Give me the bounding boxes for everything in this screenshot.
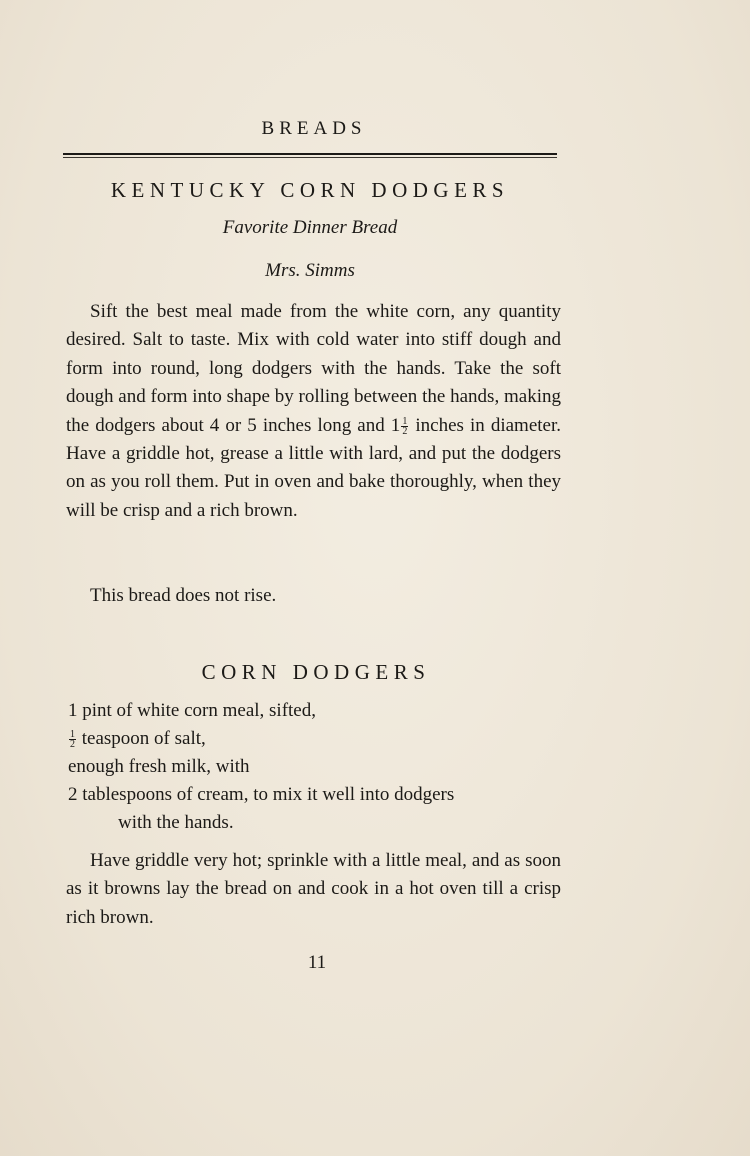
- ingredient-line: 1 pint of white corn meal, sifted,: [68, 700, 316, 721]
- ingredient-line: $\frac{1}{2}$ teaspoon of salt,: [70, 728, 206, 751]
- recipe-title-corn-dodgers: CORN DODGERS: [201, 660, 431, 684]
- recipe-title-kentucky-corn-dodgers: KENTUCKY CORN DODGERS: [110, 178, 510, 202]
- fraction-one-half: $\frac{1}{2}$: [402, 415, 408, 437]
- recipe-subtitle: Favorite Dinner Bread: [222, 217, 398, 238]
- instructions-text: Have griddle very hot; sprinkle with a little meal, and as soon as it browns lay the bread on and cook in a hot oven till a crisp rich brown.: [66, 850, 561, 928]
- instructions-text-part1: Sift the best meal made from the white corn, any quantity desired. Salt to taste. Mix with cold water into stiff dough and form into round, long dodgers with the hands. Take the soft dough and form into shape by rolling between the hands, making the dodgers about 4 or 5 inches long and 1: [66, 301, 561, 436]
- running-head: BREADS: [261, 118, 367, 139]
- header-rule-thin: [63, 157, 557, 158]
- recipe-note: This bread does not rise.: [90, 585, 277, 606]
- ingredient-line: enough fresh milk, with: [68, 756, 250, 777]
- page-number: 11: [307, 952, 327, 973]
- recipe-instructions-2: [66, 847, 561, 932]
- ingredient-line-continuation: with the hands.: [118, 812, 234, 833]
- ingredient-line: 2 tablespoons of cream, to mix it well into dodgers: [68, 784, 455, 805]
- recipe-instructions: [66, 298, 561, 525]
- recipe-author: Mrs. Simms: [265, 260, 355, 281]
- fraction-one-half: $\frac{1}{2}$: [70, 729, 75, 751]
- instructions-text-part2: inches in diameter. Have a griddle hot, grease a little with lard, and put the dodgers on as you roll them. Put in oven and bake thoroughly, when they will be crisp and a rich brown.: [66, 414, 562, 521]
- header-rule: [63, 153, 557, 155]
